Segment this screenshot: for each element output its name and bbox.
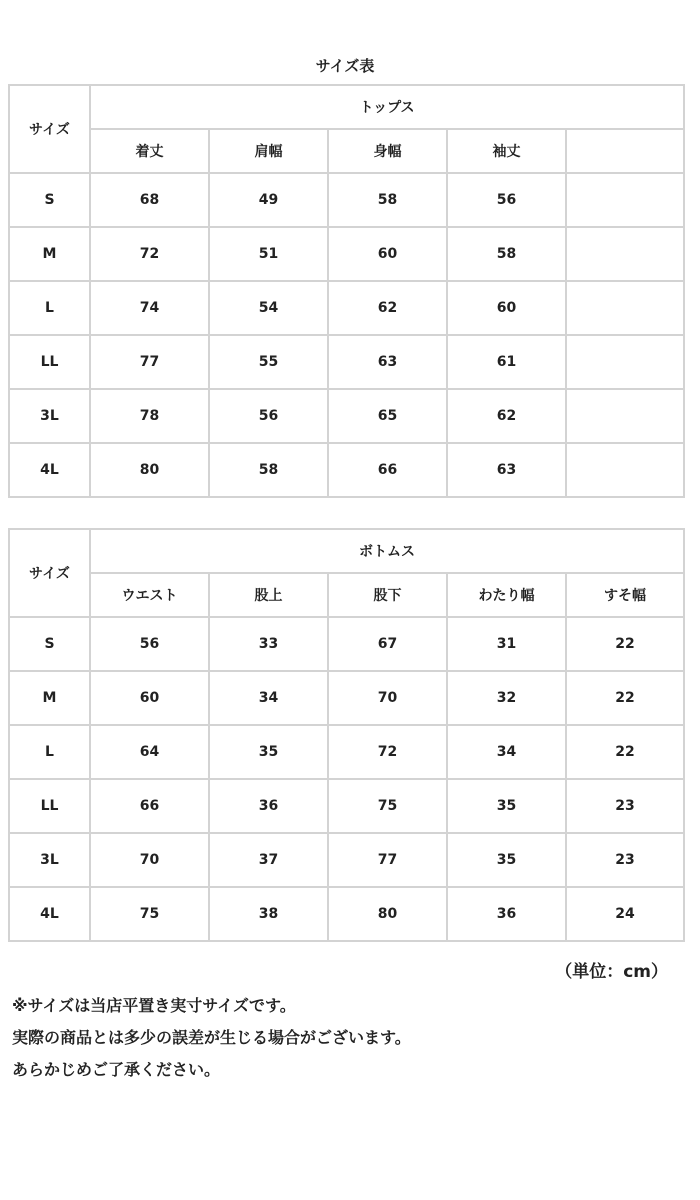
column-header: 股下	[328, 573, 447, 617]
size-cell: LL	[9, 779, 90, 833]
value-cell: 61	[447, 335, 566, 389]
table-row	[9, 887, 684, 941]
table-row	[9, 779, 684, 833]
value-cell: 33	[209, 617, 328, 671]
size-cell: 3L	[9, 389, 90, 443]
value-cell: 80	[328, 887, 447, 941]
value-cell: 66	[90, 779, 209, 833]
value-cell: 70	[90, 833, 209, 887]
value-cell	[566, 281, 684, 335]
note-line: 実際の商品とは多少の誤差が生じる場合がございます。	[12, 1028, 411, 1047]
size-cell: L	[9, 725, 90, 779]
value-cell: 68	[90, 173, 209, 227]
value-cell: 22	[566, 617, 684, 671]
value-cell: 75	[328, 779, 447, 833]
tops-group-header: トップス	[90, 85, 684, 129]
value-cell: 34	[447, 725, 566, 779]
bottoms-group-header: ボトムス	[90, 529, 684, 573]
value-cell: 51	[209, 227, 328, 281]
size-cell: 3L	[9, 833, 90, 887]
note-line: ※サイズは当店平置き実寸サイズです。	[12, 996, 296, 1015]
size-cell: 4L	[9, 887, 90, 941]
value-cell: 72	[90, 227, 209, 281]
value-cell: 70	[328, 671, 447, 725]
unit-note: （単位：cm）	[555, 962, 668, 982]
table-row	[9, 335, 684, 389]
tops-column-header-row	[9, 129, 684, 173]
value-cell: 58	[447, 227, 566, 281]
column-header	[566, 129, 684, 173]
value-cell: 38	[209, 887, 328, 941]
value-cell: 63	[447, 443, 566, 497]
value-cell: 36	[209, 779, 328, 833]
value-cell: 72	[328, 725, 447, 779]
value-cell: 37	[209, 833, 328, 887]
column-header: 着丈	[90, 129, 209, 173]
table-row	[9, 389, 684, 443]
value-cell	[566, 227, 684, 281]
notes	[12, 990, 411, 1086]
value-cell: 34	[209, 671, 328, 725]
table-row	[9, 281, 684, 335]
column-header: 肩幅	[209, 129, 328, 173]
value-cell: 23	[566, 779, 684, 833]
bottoms-column-header-row	[9, 573, 684, 617]
size-cell: M	[9, 671, 90, 725]
bottoms-size-table	[8, 528, 685, 942]
value-cell: 56	[209, 389, 328, 443]
value-cell: 65	[328, 389, 447, 443]
column-header: わたり幅	[447, 573, 566, 617]
size-cell: L	[9, 281, 90, 335]
value-cell: 63	[328, 335, 447, 389]
value-cell: 22	[566, 671, 684, 725]
size-cell: 4L	[9, 443, 90, 497]
table-row	[9, 617, 684, 671]
value-cell: 22	[566, 725, 684, 779]
value-cell: 58	[209, 443, 328, 497]
value-cell: 56	[90, 617, 209, 671]
page-title: サイズ表	[315, 57, 375, 75]
value-cell	[566, 389, 684, 443]
value-cell: 64	[90, 725, 209, 779]
value-cell: 36	[447, 887, 566, 941]
table-row	[9, 227, 684, 281]
value-cell: 31	[447, 617, 566, 671]
value-cell: 66	[328, 443, 447, 497]
value-cell: 54	[209, 281, 328, 335]
value-cell: 24	[566, 887, 684, 941]
tops-size-table	[8, 84, 685, 498]
size-cell: S	[9, 173, 90, 227]
value-cell: 60	[447, 281, 566, 335]
column-header: ウエスト	[90, 573, 209, 617]
value-cell: 62	[447, 389, 566, 443]
column-header: 袖丈	[447, 129, 566, 173]
value-cell: 35	[209, 725, 328, 779]
value-cell: 78	[90, 389, 209, 443]
value-cell: 58	[328, 173, 447, 227]
value-cell: 60	[90, 671, 209, 725]
value-cell: 32	[447, 671, 566, 725]
value-cell: 56	[447, 173, 566, 227]
value-cell: 35	[447, 779, 566, 833]
size-cell: M	[9, 227, 90, 281]
table-row	[9, 833, 684, 887]
size-header: サイズ	[9, 529, 90, 617]
value-cell: 55	[209, 335, 328, 389]
value-cell: 80	[90, 443, 209, 497]
value-cell: 75	[90, 887, 209, 941]
column-header: すそ幅	[566, 573, 684, 617]
size-header: サイズ	[9, 85, 90, 173]
value-cell: 77	[328, 833, 447, 887]
table-row	[9, 725, 684, 779]
note-line: あらかじめご了承ください。	[12, 1060, 221, 1079]
value-cell: 60	[328, 227, 447, 281]
table-row	[9, 443, 684, 497]
value-cell: 62	[328, 281, 447, 335]
table-row	[9, 671, 684, 725]
bottoms-group-header-row	[9, 529, 684, 573]
value-cell	[566, 335, 684, 389]
size-cell: S	[9, 617, 90, 671]
value-cell: 67	[328, 617, 447, 671]
value-cell: 74	[90, 281, 209, 335]
value-cell	[566, 443, 684, 497]
tops-group-header-row	[9, 85, 684, 129]
value-cell: 23	[566, 833, 684, 887]
value-cell	[566, 173, 684, 227]
table-row	[9, 173, 684, 227]
value-cell: 49	[209, 173, 328, 227]
value-cell: 35	[447, 833, 566, 887]
size-cell: LL	[9, 335, 90, 389]
column-header: 股上	[209, 573, 328, 617]
value-cell: 77	[90, 335, 209, 389]
column-header: 身幅	[328, 129, 447, 173]
